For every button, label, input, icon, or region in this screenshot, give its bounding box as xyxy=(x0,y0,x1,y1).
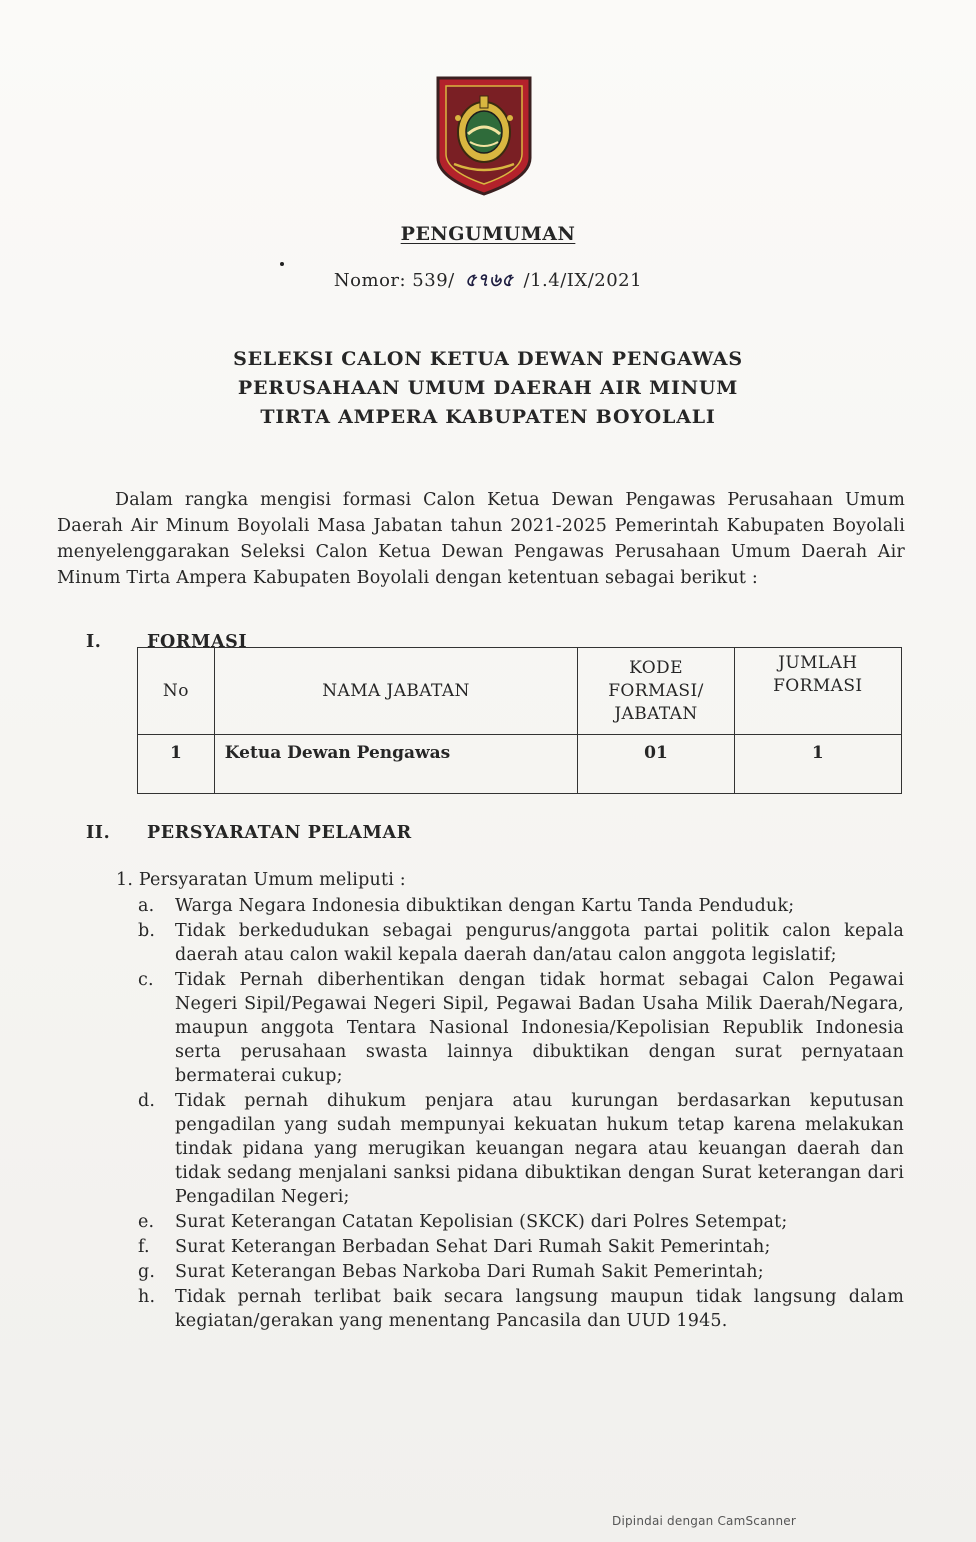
requirements-list xyxy=(138,894,904,1334)
item-text: Tidak pernah terlibat baik secara langsung maupun tidak langsung dalam kegiatan/gerakan yang menentang Pancasila dan UUD 1945. xyxy=(175,1287,904,1331)
boyolali-crest-icon xyxy=(434,74,534,198)
list-item xyxy=(138,894,904,918)
list-item xyxy=(138,1235,904,1259)
list-item xyxy=(138,1210,904,1234)
list-item xyxy=(138,919,904,967)
item-text: Surat Keterangan Catatan Kepolisian (SKCK) dari Polres Setempat; xyxy=(175,1212,788,1232)
document-number xyxy=(0,266,976,297)
list-item xyxy=(138,1089,904,1209)
item-letter: f. xyxy=(138,1237,150,1257)
table-row xyxy=(138,735,902,794)
cell-jumlah: 1 xyxy=(734,735,901,794)
formasi-table xyxy=(137,647,902,794)
section-1-title: FORMASI xyxy=(147,632,248,652)
cell-no: 1 xyxy=(138,735,215,794)
item-letter: b. xyxy=(138,921,156,941)
item-letter: a. xyxy=(138,896,155,916)
section-2-title: PERSYARATAN PELAMAR xyxy=(147,823,412,843)
intro-paragraph: Dalam rangka mengisi formasi Calon Ketua Dewan Pengawas Perusahaan Umum Daerah Air Minum Boyolali Masa Jabatan tahun 2021-2025 Pemerintah Kabupaten Boyolali menyelenggarakan Seleksi Calon Ketua Dewan Pengawas Perusahaan Umum Daerah Air Minum Tirta Ampera Kabupaten Boyolali dengan ketentuan sebagai berikut : xyxy=(57,490,905,588)
item-text: Warga Negara Indonesia dibuktikan dengan Kartu Tanda Penduduk; xyxy=(175,896,795,916)
section-1-number: I. xyxy=(86,632,102,652)
table-header-row xyxy=(138,648,902,735)
item-text: Tidak Pernah diberhentikan dengan tidak hormat sebagai Calon Pegawai Negeri Sipil/Pegawai Negeri Sipil, Pegawai Badan Usaha Milik Daerah/Negara, maupun anggota Tentara Nasional Indonesia/Kepolisian Republik Indonesia serta perusahaan swasta lainnya dibuktikan dengan surat pernyataan bermaterai cukup; xyxy=(175,970,904,1086)
item-letter: d. xyxy=(138,1091,156,1111)
heading-line-3: TIRTA AMPERA KABUPATEN BOYOLALI xyxy=(260,406,716,428)
item-text: Tidak berkedudukan sebagai pengurus/anggota partai politik calon kepala daerah atau calon wakil kepala daerah dan/atau calon anggota legislatif; xyxy=(175,921,904,965)
general-requirements-label: 1. Persyaratan Umum meliputi : xyxy=(116,870,406,890)
item-text: Surat Keterangan Bebas Narkoba Dari Rumah Sakit Pemerintah; xyxy=(175,1262,764,1282)
item-letter: e. xyxy=(138,1212,155,1232)
item-text: Tidak pernah dihukum penjara atau kurungan berdasarkan keputusan pengadilan yang sudah mempunyai kekuatan hukum tetap karena melakukan tindak pidana yang merugikan keuangan negara atau keuangan daerah dan tidak sedang menjalani sanksi pidana dibuktikan dengan Surat keterangan dari Pengadilan Negeri; xyxy=(175,1091,904,1207)
number-handwritten: ৫৭৬৫ xyxy=(464,270,514,291)
item-letter: c. xyxy=(138,970,154,990)
cell-kode: 01 xyxy=(578,735,734,794)
item-letter: h. xyxy=(138,1287,156,1307)
header-kode-line-2: FORMASI/ xyxy=(608,680,704,701)
number-prefix: Nomor: 539/ xyxy=(333,270,455,291)
header-jumlah-formasi xyxy=(734,648,901,735)
number-suffix: /1.4/IX/2021 xyxy=(523,270,643,291)
list-item xyxy=(138,1260,904,1284)
list-item xyxy=(138,1285,904,1333)
cell-nama-jabatan: Ketua Dewan Pengawas xyxy=(214,735,578,794)
header-kode-line-3: JABATAN xyxy=(614,703,698,724)
header-kode-line-1: KODE xyxy=(629,657,683,678)
section-2-number: II. xyxy=(86,823,111,843)
heading-line-2: PERUSAHAAN UMUM DAERAH AIR MINUM xyxy=(237,377,739,399)
header-no: No xyxy=(138,648,215,735)
scanner-watermark: Dipindai dengan CamScanner xyxy=(612,1514,796,1528)
header-jumlah-line-1: JUMLAH xyxy=(778,653,858,673)
header-jumlah-line-2: FORMASI xyxy=(773,676,863,696)
header-nama-jabatan: NAMA JABATAN xyxy=(214,648,578,735)
item-letter: g. xyxy=(138,1262,156,1282)
item-text: Surat Keterangan Berbadan Sehat Dari Rumah Sakit Pemerintah; xyxy=(175,1237,771,1257)
heading-line-1: SELEKSI CALON KETUA DEWAN PENGAWAS xyxy=(233,348,743,370)
list-item xyxy=(138,968,904,1088)
header-kode-formasi xyxy=(578,648,734,735)
announcement-title: PENGUMUMAN xyxy=(400,223,576,245)
